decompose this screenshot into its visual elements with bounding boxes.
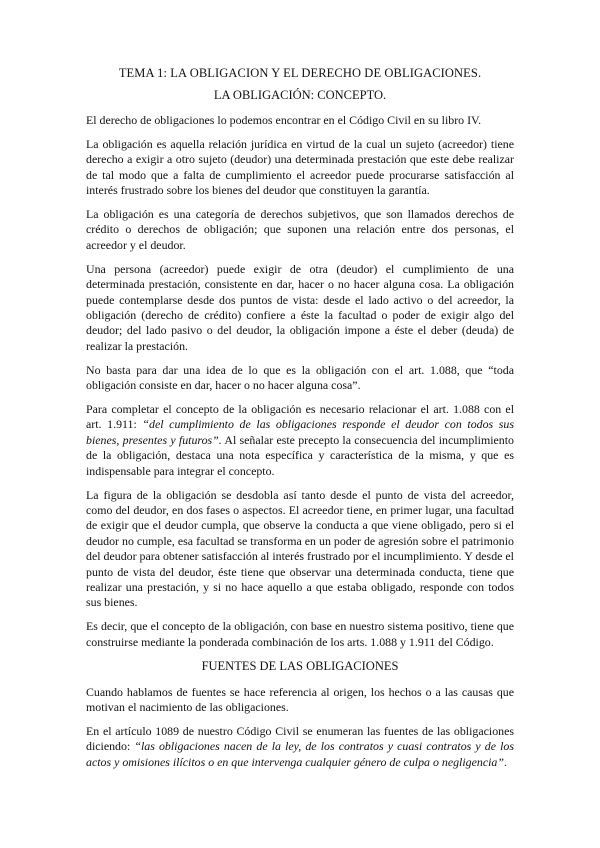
- paragraph-7: La figura de la obligación se desdobla así tanto desde el punto de vista del acreedor, como del deudor, en dos fases o aspectos. El acreedor tiene, en primer lugar, una facultad de exigir que el deudor cumpla, que observe la conducta a que viene obligado, pero si el deudor no cumple, esa facultad se transforma en un poder de agresión sobre el patrimonio del deudor para obtener satisfacción al interés frustrado por el incumplimiento. Y desde el punto de vista del deudor, éste tiene que observar una determinada conducta, tiene que realizar una prestación, y si no hace aquello a que estaba obligado, responde con todos sus bienes.: [86, 487, 514, 610]
- page-title: TEMA 1: LA OBLIGACION Y EL DERECHO DE OBLIGACIONES.: [118, 66, 482, 80]
- paragraph-10-text-a: En el artículo 1089 de nuestro Código Civil se enumeran las fuentes de las obligaciones diciendo:: [86, 723, 514, 754]
- paragraph-1: El derecho de obligaciones lo podemos encontrar en el Código Civil en su libro IV.: [86, 113, 482, 127]
- paragraph-6-quote: “del cumplimiento de las obligaciones responde el deudor con todos sus bienes, presentes y futuros”.: [86, 417, 515, 447]
- paragraph-2: La obligación es aquella relación jurídica en virtud de la cual un sujeto (acreedor) tiene derecho a exigir a otro sujeto (deudor) una determinada prestación que este debe realizar de tal modo que a falta de cumplimiento el acreedor puede procurarse satisfacción al interés frustrado sobre los bienes del deudor que constituyen la garantía.: [86, 136, 514, 198]
- paragraph-10-quote: “las obligaciones nacen de la ley, de los contratos y cuasi contratos y de los actos y omisiones ilícitos o en que intervenga cualquier género de culpa o negligencia”: [86, 739, 514, 769]
- section-heading-concept: LA OBLIGACIÓN: CONCEPTO.: [213, 88, 387, 102]
- paragraph-10-text-b: .: [503, 754, 507, 769]
- paragraph-8: Es decir, que el concepto de la obligación, con base en nuestro sistema positivo, tiene que construirse mediante la ponderada combinación de los arts. 1.088 y 1.911 del Código.: [86, 619, 514, 649]
- paragraph-5: No basta para dar una idea de lo que es la obligación con el art. 1.088, que “toda obligación consiste en dar, hacer o no hacer alguna cosa”.: [86, 362, 514, 393]
- paragraph-6-text-a: Para completar el concepto de la obligación es necesario relacionar el art. 1.088 con el art. 1.911:: [86, 402, 514, 432]
- paragraph-6-text-b: Al señalar este precepto la consecuencia del incumplimiento de la obligación, destaca una nota específica y característica de la misma, y que es indispensable para integrar el concepto.: [86, 432, 514, 478]
- paragraph-6: [86, 402, 514, 479]
- paragraph-10: [86, 724, 514, 770]
- section-heading-sources: FUENTES DE LAS OBLIGACIONES: [201, 658, 399, 673]
- paragraph-4: Una persona (acreedor) puede exigir de otra (deudor) el cumplimiento de una determinada prestación, consistente en dar, hacer o no hacer alguna cosa. La obligación puede contemplarse desde dos puntos de vista: desde el lado activo o del acreedor, la obligación (derecho de crédito) confiere a éste la facultad o poder de exigir algo del deudor; del lado pasivo o del deudor, la obligación impone a éste el deber (deuda) de realizar la prestación.: [86, 261, 514, 353]
- paragraph-9: Cuando hablamos de fuentes se hace referencia al origen, los hechos o a las causas que motivan el nacimiento de las obligaciones.: [86, 684, 514, 714]
- paragraph-3: La obligación es una categoría de derechos subjetivos, que son llamados derechos de crédito o derechos de obligación; que suponen una relación entre dos personas, el acreedor y el deudor.: [86, 207, 514, 252]
